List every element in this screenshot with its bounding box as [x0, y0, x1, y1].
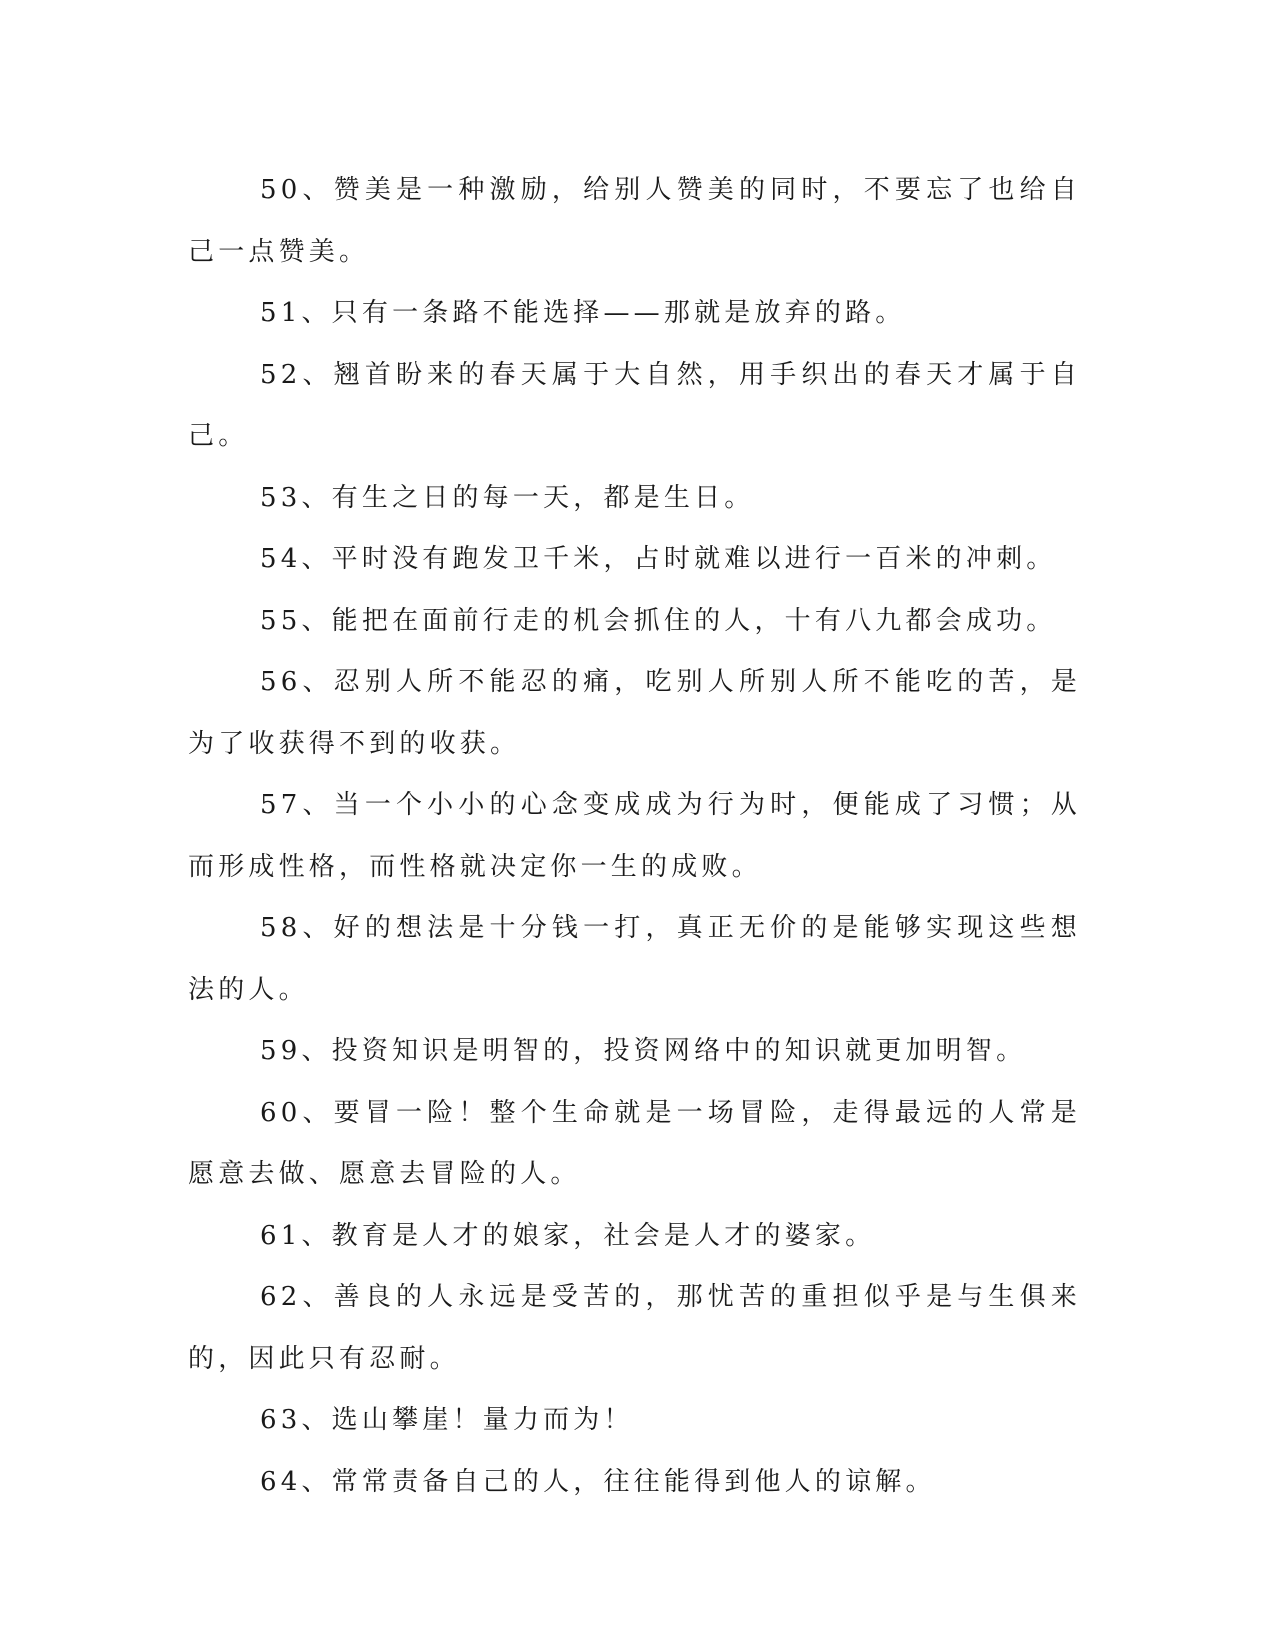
- paragraph-57: 57、当一个小小的心念变成成为行为时，便能成了习惯；从而形成性格，而性格就决定你一生的成败。: [188, 790, 1081, 882]
- paragraph-51: 51、只有一条路不能选择——那就是放弃的路。: [260, 298, 906, 328]
- paragraph-55: 55、能把在面前行走的机会抓住的人，十有八九都会成功。: [260, 605, 1057, 636]
- paragraph-54: 54、平时没有跑发卫千米，占时就难以进行一百米的冲刺。: [260, 544, 1057, 574]
- document-body: [188, 160, 1081, 1513]
- paragraph-61: 61、教育是人才的娘家，社会是人才的婆家。: [260, 1220, 876, 1251]
- paragraph-59: 59、投资知识是明智的，投资网络中的知识就更加明智。: [260, 1036, 1027, 1066]
- paragraph-53: 53、有生之日的每一天，都是生日。: [260, 482, 755, 513]
- paragraph-50: 50、赞美是一种激励，给别人赞美的同时，不要忘了也给自己一点赞美。: [188, 175, 1081, 267]
- paragraph-52: 52、翘首盼来的春天属于大自然，用手织出的春天才属于自己。: [188, 359, 1081, 451]
- paragraph-58: 58、好的想法是十分钱一打，真正无价的是能够实现这些想法的人。: [188, 913, 1081, 1005]
- paragraph-62: 62、善良的人永远是受苦的，那忧苦的重担似乎是与生俱来的，因此只有忍耐。: [188, 1282, 1081, 1374]
- paragraph-63: 63、选山攀崖！量力而为！: [260, 1405, 634, 1435]
- paragraph-60: 60、要冒一险！整个生命就是一场冒险，走得最远的人常是愿意去做、愿意去冒险的人。: [188, 1097, 1081, 1189]
- paragraph-56: 56、忍别人所不能忍的痛，吃别人所别人所不能吃的苦，是为了收获得不到的收获。: [188, 667, 1081, 759]
- paragraph-64: 64、常常责备自己的人，往往能得到他人的谅解。: [260, 1466, 936, 1497]
